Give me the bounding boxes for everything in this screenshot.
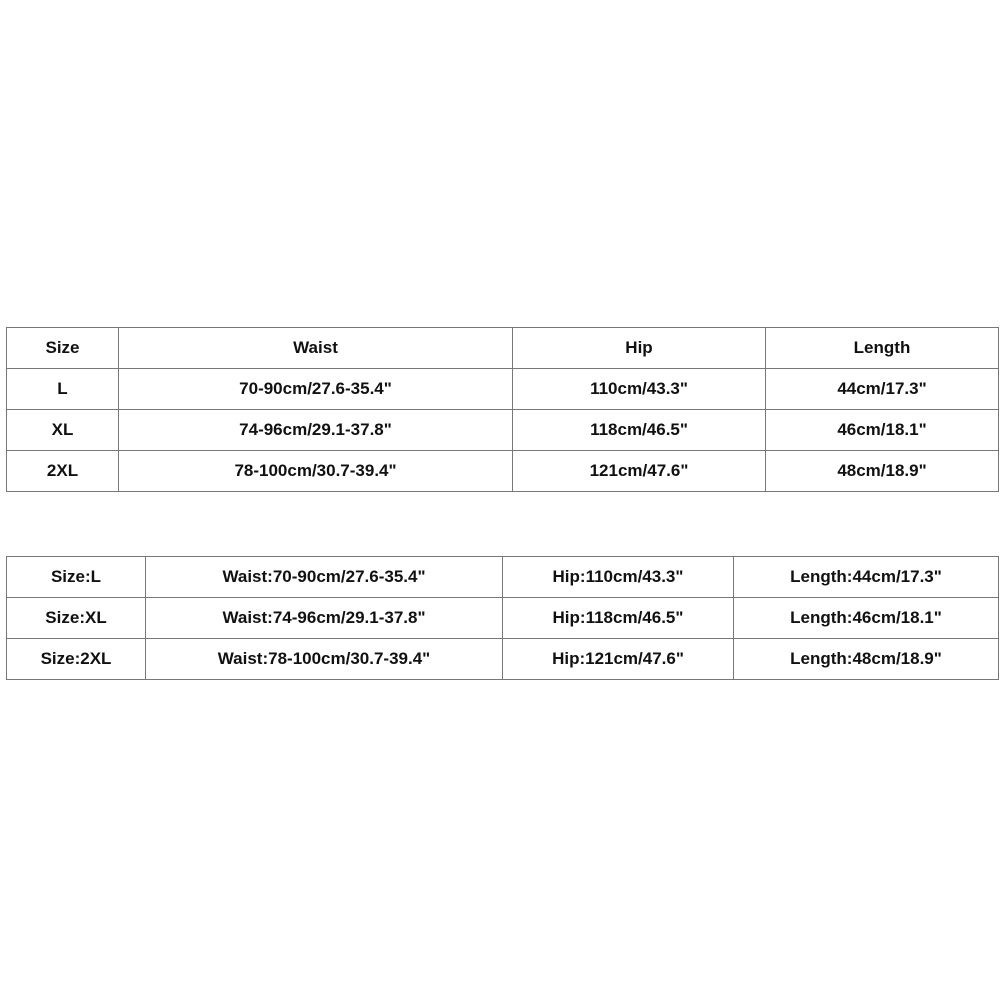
cell-size: XL [7, 410, 119, 451]
cell-hip: Hip:118cm/46.5" [503, 598, 734, 639]
cell-hip: 110cm/43.3" [513, 369, 766, 410]
table-row [7, 410, 999, 451]
cell-length: Length:46cm/18.1" [734, 598, 999, 639]
size-chart-table [6, 327, 999, 492]
cell-waist: 70-90cm/27.6-35.4" [119, 369, 513, 410]
table-row [7, 557, 999, 598]
table-row [7, 639, 999, 680]
cell-size: Size:XL [7, 598, 146, 639]
cell-size: L [7, 369, 119, 410]
cell-waist: Waist:78-100cm/30.7-39.4" [146, 639, 503, 680]
table-row [7, 451, 999, 492]
table-header-row [7, 328, 999, 369]
cell-size: Size:L [7, 557, 146, 598]
table-row [7, 598, 999, 639]
cell-waist: Waist:74-96cm/29.1-37.8" [146, 598, 503, 639]
cell-length: Length:44cm/17.3" [734, 557, 999, 598]
cell-waist: 74-96cm/29.1-37.8" [119, 410, 513, 451]
header-size: Size [7, 328, 119, 369]
cell-hip: 118cm/46.5" [513, 410, 766, 451]
size-chart-labeled-table [6, 556, 999, 680]
cell-length: Length:48cm/18.9" [734, 639, 999, 680]
cell-hip: Hip:110cm/43.3" [503, 557, 734, 598]
header-length: Length [766, 328, 999, 369]
cell-hip: 121cm/47.6" [513, 451, 766, 492]
cell-length: 48cm/18.9" [766, 451, 999, 492]
table-row [7, 369, 999, 410]
cell-waist: Waist:70-90cm/27.6-35.4" [146, 557, 503, 598]
header-waist: Waist [119, 328, 513, 369]
cell-waist: 78-100cm/30.7-39.4" [119, 451, 513, 492]
cell-size: 2XL [7, 451, 119, 492]
header-hip: Hip [513, 328, 766, 369]
cell-size: Size:2XL [7, 639, 146, 680]
cell-hip: Hip:121cm/47.6" [503, 639, 734, 680]
cell-length: 46cm/18.1" [766, 410, 999, 451]
cell-length: 44cm/17.3" [766, 369, 999, 410]
